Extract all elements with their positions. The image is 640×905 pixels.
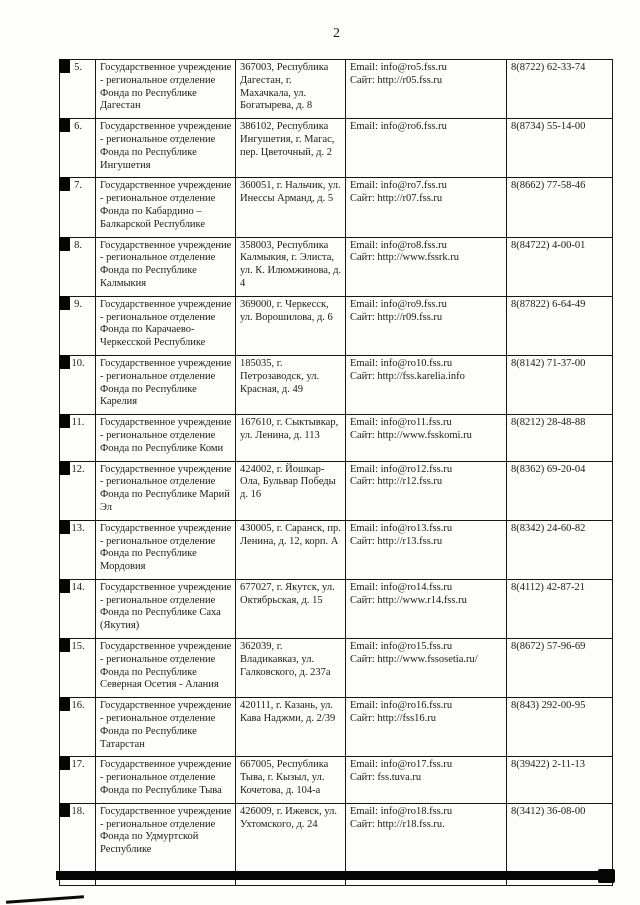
address-cell: 420111, г. Казань, ул. Кава Наджми, д. 2/39 — [236, 698, 346, 757]
institution-cell: Государственное учреждение - региональное отделение Фонда по Республике Северная Осетия - Алания — [96, 639, 236, 698]
institution-cell: Государственное учреждение - региональное отделение Фонда по Республике Татарстан — [96, 698, 236, 757]
row-number-cell: 7. — [60, 178, 96, 237]
institution-cell: Государственное учреждение - региональное отделение Фонда по Республике Дагестан — [96, 60, 236, 119]
institution-cell: Государственное учреждение - региональное отделение Фонда по Республике Мордовия — [96, 520, 236, 579]
site-text: Сайт: http://r12.fss.ru — [350, 476, 443, 488]
table-row — [60, 355, 613, 414]
phone-cell: 8(8672) 57-96-69 — [507, 639, 613, 698]
email-text: Email: info@ro8.fss.ru — [350, 239, 447, 251]
email-text: Email: info@ro6.fss.ru — [350, 121, 447, 133]
address-cell: 430005, г. Саранск, пр. Ленина, д. 12, корп. А — [236, 520, 346, 579]
institution-cell: Государственное учреждение - региональное отделение Фонда по Республике Ингушетия — [96, 119, 236, 178]
institution-cell: Государственное учреждение - региональное отделение Фонда по Республике Карелия — [96, 355, 236, 414]
address-cell: 677027, г. Якутск, ул. Октябрьская, д. 15 — [236, 579, 346, 638]
email-text: Email: info@ro16.fss.ru — [350, 700, 453, 712]
phone-cell: 8(8212) 28-48-88 — [507, 415, 613, 461]
contact-cell — [346, 178, 507, 237]
contact-cell — [346, 237, 507, 296]
contact-cell — [346, 698, 507, 757]
contact-cell — [346, 415, 507, 461]
contact-cell — [346, 757, 507, 803]
table-row — [60, 461, 613, 520]
site-text: Сайт: http://fss.karelia.info — [350, 370, 465, 382]
table-row — [60, 296, 613, 355]
site-text: Сайт: fss.tuva.ru — [350, 772, 422, 784]
email-text: Email: info@ro17.fss.ru — [350, 759, 453, 771]
phone-cell: 8(84722) 4-00-01 — [507, 237, 613, 296]
address-cell: 358003, Республика Калмыкия, г. Элиста, ул. К. Илюмжинова, д. 4 — [236, 237, 346, 296]
institution-cell: Государственное учреждение - региональное отделение Фонда по Республике Марий Эл — [96, 461, 236, 520]
email-text: Email: info@ro9.fss.ru — [350, 298, 447, 310]
address-cell: 167610, г. Сыктывкар, ул. Ленина, д. 113 — [236, 415, 346, 461]
contact-cell — [346, 579, 507, 638]
row-number-cell: 16. — [60, 698, 96, 757]
contact-cell — [346, 639, 507, 698]
phone-cell: 8(3412) 36-08-00 — [507, 803, 613, 885]
phone-cell: 8(39422) 2-11-13 — [507, 757, 613, 803]
phone-cell: 8(8362) 69-20-04 — [507, 461, 613, 520]
email-text: Email: info@ro5.fss.ru — [350, 62, 447, 73]
scan-artifact-bar-end — [598, 869, 615, 883]
site-text: Сайт: http://r18.fss.ru. — [350, 818, 445, 830]
address-cell: 367003, Республика Дагестан, г. Махачкала, ул. Богатырева, д. 8 — [236, 60, 346, 119]
phone-cell: 8(8142) 71-37-00 — [507, 355, 613, 414]
table-row — [60, 520, 613, 579]
address-cell: 667005, Республика Тыва, г. Кызыл, ул. Кочетова, д. 104-а — [236, 757, 346, 803]
site-text: Сайт: http://r13.fss.ru — [350, 535, 443, 547]
row-number-cell: 6. — [60, 119, 96, 178]
phone-cell: 8(8722) 62-33-74 — [507, 60, 613, 119]
contact-cell — [346, 60, 507, 119]
site-text: Сайт: http://www.fssrk.ru — [350, 252, 459, 264]
regions-table — [59, 59, 613, 886]
email-text: Email: info@ro10.fss.ru — [350, 357, 453, 369]
contact-cell — [346, 355, 507, 414]
site-text: Сайт: http://r05.fss.ru — [350, 74, 443, 86]
row-number-cell: 9. — [60, 296, 96, 355]
email-text: Email: info@ro15.fss.ru — [350, 641, 453, 653]
table-row — [60, 415, 613, 461]
regions-table-body — [60, 60, 613, 886]
phone-cell: 8(843) 292-00-95 — [507, 698, 613, 757]
row-number-cell: 14. — [60, 579, 96, 638]
email-text: Email: info@ro7.fss.ru — [350, 180, 447, 192]
address-cell: 369000, г. Черкесск, ул. Ворошилова, д. 6 — [236, 296, 346, 355]
row-number-cell: 18. — [60, 803, 96, 885]
site-text: Сайт: http://r07.fss.ru — [350, 193, 443, 205]
institution-cell: Государственное учреждение - региональное отделение Фонда по Карачаево-Черкесской Республике — [96, 296, 236, 355]
email-text: Email: info@ro11.fss.ru — [350, 417, 452, 429]
site-text: Сайт: http://r09.fss.ru — [350, 311, 443, 323]
institution-cell: Государственное учреждение - региональное отделение Фонда по Республике Коми — [96, 415, 236, 461]
row-number-cell: 5. — [60, 60, 96, 119]
site-text: Сайт: http://www.r14.fss.ru — [350, 594, 467, 606]
table-row — [60, 698, 613, 757]
phone-cell: 8(87822) 6-64-49 — [507, 296, 613, 355]
table-row — [60, 178, 613, 237]
address-cell: 362039, г. Владикавказ, ул. Галковского, д. 237а — [236, 639, 346, 698]
site-text: Сайт: http://fss16.ru — [350, 713, 437, 725]
scan-artifact-corner — [6, 895, 84, 903]
institution-cell: Государственное учреждение - региональное отделение Фонда по Республике Саха (Якутия) — [96, 579, 236, 638]
contact-cell — [346, 119, 507, 178]
email-text: Email: info@ro13.fss.ru — [350, 522, 453, 534]
scan-artifact-bottom-bar — [56, 871, 614, 880]
contact-cell — [346, 520, 507, 579]
institution-cell: Государственное учреждение - региональное отделение Фонда по Кабардино – Балкарской Республике — [96, 178, 236, 237]
site-text: Сайт: http://www.fssosetia.ru/ — [350, 653, 478, 665]
contact-cell — [346, 461, 507, 520]
page-number: 2 — [333, 26, 340, 41]
address-cell: 426009, г. Ижевск, ул. Ухтомского, д. 24 — [236, 803, 346, 885]
row-number-cell: 10. — [60, 355, 96, 414]
row-number-cell: 15. — [60, 639, 96, 698]
row-number-cell: 13. — [60, 520, 96, 579]
address-cell: 424002, г. Йошкар-Ола, Бульвар Победы д. 16 — [236, 461, 346, 520]
table-row — [60, 639, 613, 698]
institution-cell: Государственное учреждение - региональное отделение Фонда по Республике Тыва — [96, 757, 236, 803]
institution-cell: Государственное учреждение - региональное отделение Фонда по Республике Калмыкия — [96, 237, 236, 296]
row-number-cell: 17. — [60, 757, 96, 803]
row-number-cell: 12. — [60, 461, 96, 520]
institution-cell: Государственное учреждение - региональное отделение Фонда по Удмуртской Республике — [96, 803, 236, 885]
table-row — [60, 119, 613, 178]
table-row — [60, 757, 613, 803]
address-cell: 185035, г. Петрозаводск, ул. Красная, д. 49 — [236, 355, 346, 414]
address-cell: 360051, г. Нальчик, ул. Инессы Арманд, д. 5 — [236, 178, 346, 237]
email-text: Email: info@ro18.fss.ru — [350, 805, 453, 817]
table-row — [60, 60, 613, 119]
row-number-cell: 11. — [60, 415, 96, 461]
row-number-cell: 8. — [60, 237, 96, 296]
phone-cell: 8(8342) 24-60-82 — [507, 520, 613, 579]
phone-cell: 8(8662) 77-58-46 — [507, 178, 613, 237]
phone-cell: 8(4112) 42-87-21 — [507, 579, 613, 638]
contact-cell — [346, 296, 507, 355]
address-cell: 386102, Республика Ингушетия, г. Магас, пер. Цветочный, д. 2 — [236, 119, 346, 178]
email-text: Email: info@ro12.fss.ru — [350, 463, 453, 475]
table-row — [60, 237, 613, 296]
email-text: Email: info@ro14.fss.ru — [350, 581, 453, 593]
table-row — [60, 579, 613, 638]
site-text: Сайт: http://www.fsskomi.ru — [350, 429, 472, 441]
phone-cell: 8(8734) 55-14-00 — [507, 119, 613, 178]
